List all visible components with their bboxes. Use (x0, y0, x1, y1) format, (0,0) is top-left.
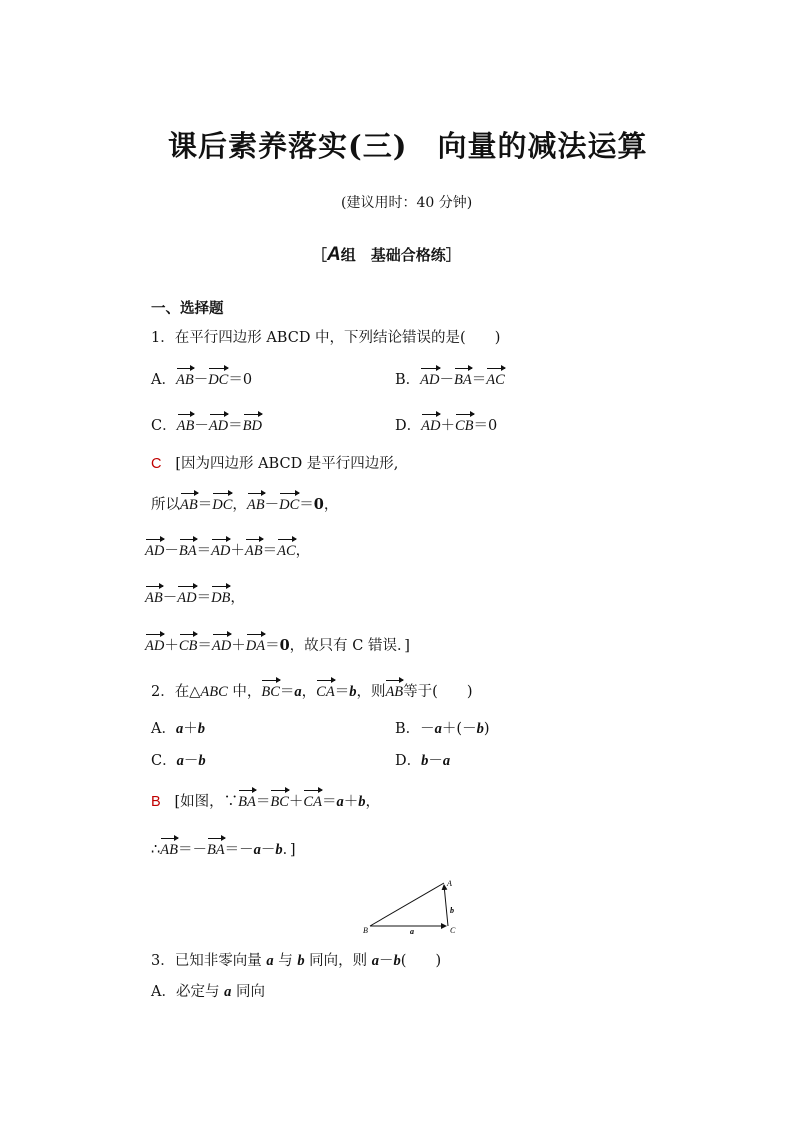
q2-option-a: A．a＋b (151, 721, 205, 737)
q1-explanation-line3: AD－BA＝AD＋AB＝AC， (145, 539, 310, 561)
group-letter: A (327, 244, 341, 265)
q3-option-a: A．必定与 a 同向 (151, 984, 265, 1000)
group-label: 组 基础合格练 (340, 246, 446, 264)
vector-b (444, 885, 448, 926)
time-hint: (建议用时：40 分钟) (341, 195, 473, 211)
label-vector-a: a (410, 927, 414, 936)
q1-option-b: B．AD－BA＝AC (395, 368, 505, 390)
label-a-vertex: A (447, 879, 452, 888)
q2-option-d: D．b－a (395, 753, 451, 769)
label-c-vertex: C (450, 926, 456, 935)
q1-option-d: D．AD＋CB＝0 (395, 414, 497, 436)
q1-stem: 1．在平行四边形 ABCD 中，下列结论错误的是( ) (151, 330, 501, 346)
q2-stem: 2．在△ABC 中，BC＝a，CA＝b，则AB等于( ) (151, 680, 473, 702)
side-ba (370, 883, 444, 926)
q1-option-a: A．AB－DC＝0 (151, 368, 252, 390)
q2-explanation-line2: ∴AB＝－BA＝－a－b．] (151, 838, 296, 860)
page-title: 课后素养落实(三) 向量的减法运算 (168, 129, 648, 163)
label-vector-b: b (450, 906, 454, 915)
q1-explanation-line2: 所以AB＝DC，AB－DC＝0， (151, 493, 338, 515)
triangle-figure (360, 875, 470, 937)
label-b-vertex: B (363, 926, 368, 935)
q1-answer: C (151, 456, 162, 472)
q2-option-c: C．a－b (151, 753, 206, 769)
q1-explanation-line5: AD＋CB＝AD＋DA＝0，故只有 C 错误．] (145, 634, 410, 656)
bracket-open: ［ (312, 246, 328, 264)
q2-explanation-line1: B [如图，∵BA＝BC＋CA＝a＋b， (151, 790, 380, 812)
group-heading (312, 244, 461, 266)
q2-answer: B (151, 794, 161, 810)
q1-explanation-line1: C [因为四边形 ABCD 是平行四边形, (151, 456, 399, 472)
bracket-close: ］ (445, 246, 461, 264)
q3-stem: 3．已知非零向量 a 与 b 同向，则 a－b( ) (151, 953, 442, 969)
q1-option-c: C．AB－AD＝BD (151, 414, 262, 436)
q1-explanation-line4: AB－AD＝DB， (145, 586, 245, 608)
q2-option-b: B．－a＋(－b) (395, 721, 490, 737)
section-heading: 一、选择题 (151, 300, 224, 317)
